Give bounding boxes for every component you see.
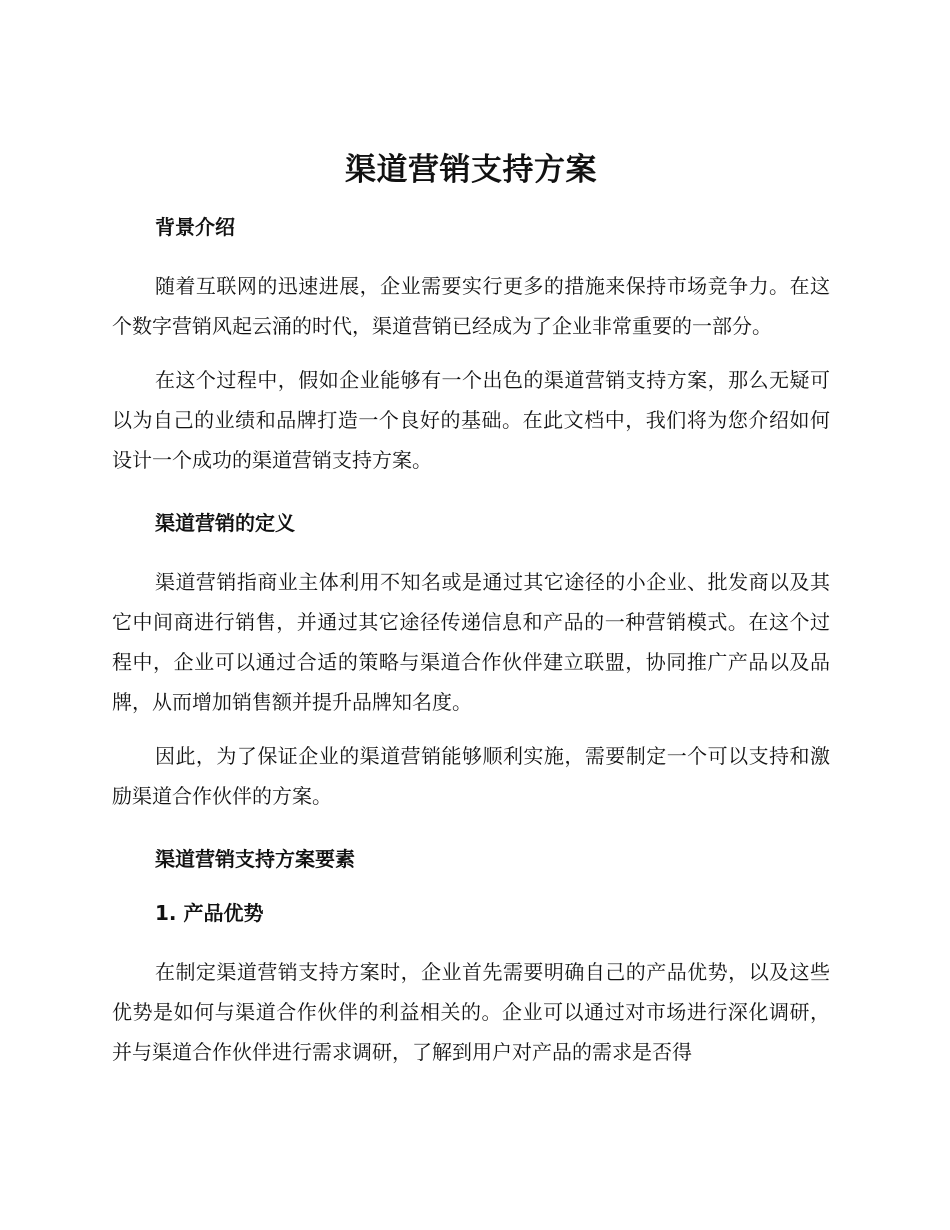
- paragraph-definition-1: 渠道营销指商业主体利用不知名或是通过其它途径的小企业、批发商以及其它中间商进行销售，并通过其它途径传递信息和产品的一种营销模式。在这个过程中，企业可以通过合适的策略与渠道合作伙伴建立联盟，协同推广产品以及品牌，从而增加销售额并提升品牌知名度。: [112, 570, 830, 714]
- document-title: 渠道营销支持方案: [345, 152, 597, 188]
- section-heading-background: 背景介绍: [155, 215, 235, 239]
- paragraph-background-2: 在这个过程中，假如企业能够有一个出色的渠道营销支持方案，那么无疑可以为自己的业绩和品牌打造一个良好的基础。在此文档中，我们将为您介绍如何设计一个成功的渠道营销支持方案。: [112, 368, 830, 472]
- paragraph-definition-2: 因此，为了保证企业的渠道营销能够顺利实施，需要制定一个可以支持和激励渠道合作伙伴的方案。: [112, 744, 830, 808]
- document-content: [112, 148, 830, 1086]
- paragraph-background-1: 随着互联网的迅速进展，企业需要实行更多的措施来保持市场竞争力。在这个数字营销风起云涌的时代，渠道营销已经成为了企业非常重要的一部分。: [112, 274, 830, 338]
- section-heading-definition: 渠道营销的定义: [155, 511, 295, 535]
- paragraph-product-advantage-1: 在制定渠道营销支持方案时，企业首先需要明确自己的产品优势，以及这些优势是如何与渠道合作伙伴的利益相关的。企业可以通过对市场进行深化调研，并与渠道合作伙伴进行需求调研，了解到用户对产品的需求是否得: [112, 960, 830, 1064]
- section-heading-product-advantage: 1. 产品优势: [155, 901, 264, 925]
- section-heading-elements: 渠道营销支持方案要素: [155, 847, 355, 871]
